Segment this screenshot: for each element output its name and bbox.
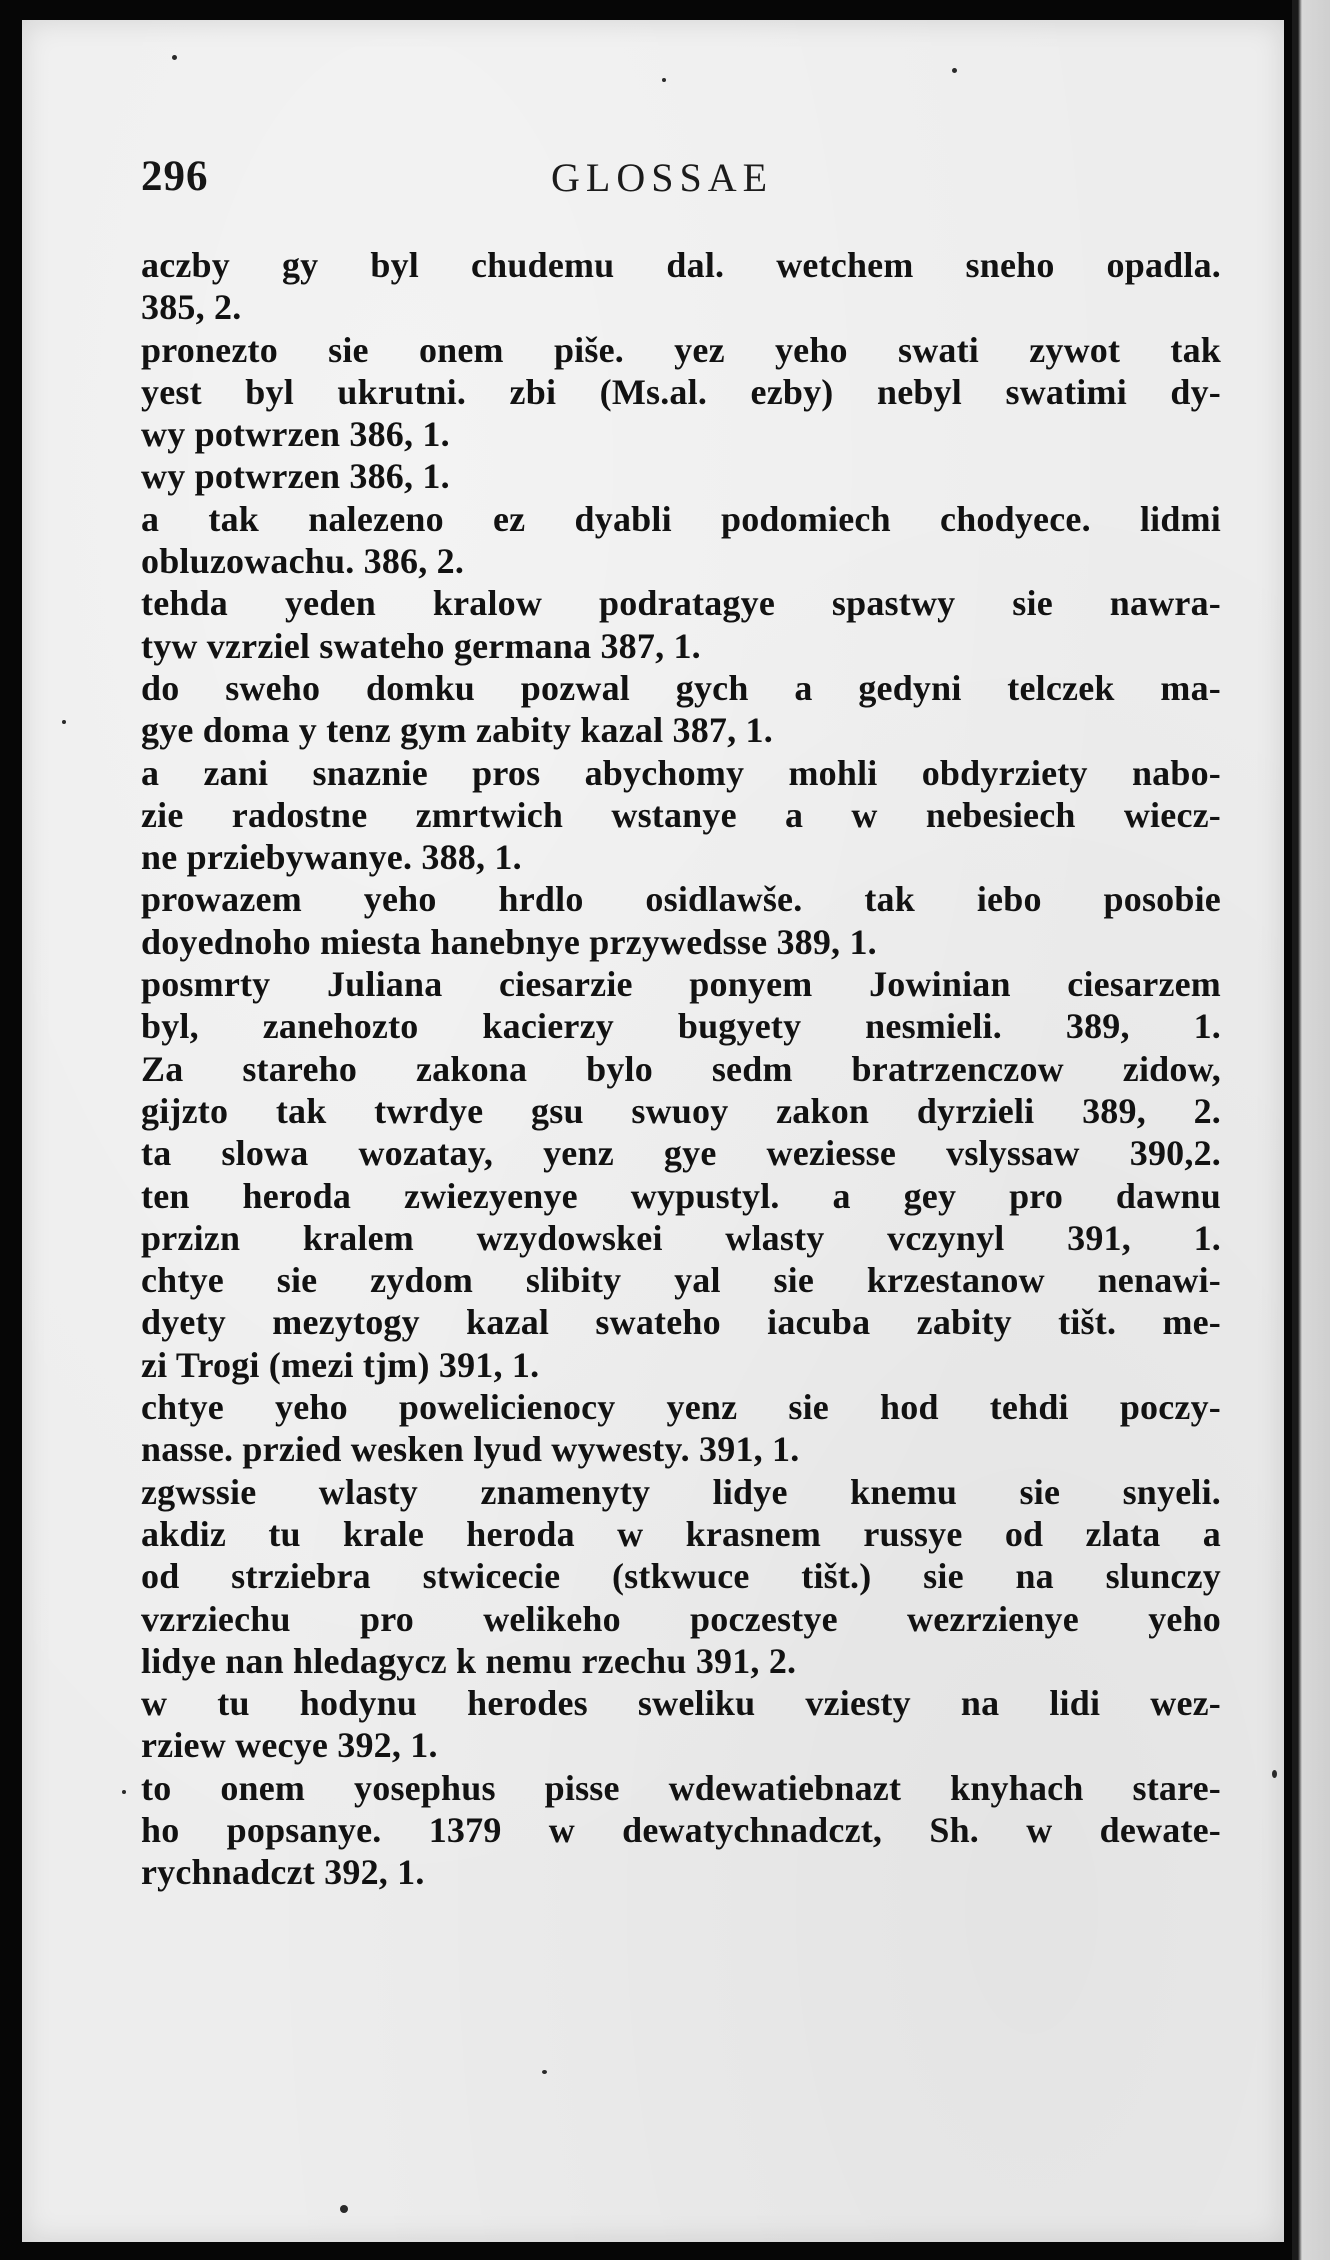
print-speck <box>952 68 957 73</box>
running-head: GLOSSAE <box>551 155 774 200</box>
text-line: rychnadczt 392, 1. <box>141 1852 425 1893</box>
adjacent-page-edge <box>1292 0 1330 2260</box>
text-line: dyety mezytogy kazal swateho iacuba zabity tišt. me- <box>141 1302 1221 1343</box>
text-line: tyw vzrziel swateho germana 387, 1. <box>141 625 701 666</box>
text-line: yest byl ukrutni. zbi (Ms.al. ezby) nebyl swatimi dy- <box>141 371 1221 412</box>
text-line: nasse. przied wesken lyud wywesty. 391, 1. <box>141 1429 800 1470</box>
text-line: chtye sie zydom slibity yal sie krzestanow nenawi- <box>141 1260 1221 1301</box>
text-line: od strziebra stwicecie (stkwuce tišt.) sie na slunczy <box>141 1556 1221 1597</box>
text-line: rziew wecye 392, 1. <box>141 1725 438 1766</box>
text-line: prowazem yeho hrdlo osidlawše. tak iebo posobie <box>141 879 1221 920</box>
print-speck <box>1272 1770 1277 1778</box>
text-line: byl, zanehozto kacierzy bugyety nesmieli. 389, 1. <box>141 1006 1221 1047</box>
text-line: to onem yosephus pisse wdewatiebnazt knyhach stare- <box>141 1767 1221 1808</box>
text-line: wy potwrzen 386, 1. <box>141 414 450 455</box>
print-speck <box>340 2205 348 2213</box>
text-line: ne prziebywanye. 388, 1. <box>141 837 522 878</box>
text-line: tehda yeden kralow podratagye spastwy sie nawra- <box>141 583 1221 624</box>
print-speck <box>62 720 66 724</box>
text-line: aczby gy byl chudemu dal. wetchem sneho opadla. <box>141 245 1221 285</box>
text-line: zi Trogi (mezi tjm) 391, 1. <box>141 1344 540 1385</box>
text-line: zgwssie wlasty znamenyty lidye knemu sie snyeli. <box>141 1471 1221 1512</box>
text-line: gye doma y tenz gym zabity kazal 387, 1. <box>141 710 773 751</box>
glossary-text <box>141 244 1221 1894</box>
text-line: chtye yeho powelicienocy yenz sie hod tehdi poczy- <box>141 1387 1221 1428</box>
print-speck <box>172 55 177 60</box>
print-speck <box>542 2070 547 2074</box>
text-line: akdiz tu krale heroda w krasnem russye od zlata a <box>141 1513 1221 1554</box>
text-line: wy potwrzen 386, 1. <box>141 456 450 497</box>
text-line: pronezto sie onem piše. yez yeho swati zywot tak <box>141 329 1221 370</box>
print-speck <box>662 78 666 82</box>
text-line: gijzto tak twrdye gsu swuoy zakon dyrzieli 389, 2. <box>141 1090 1221 1131</box>
page-number: 296 <box>141 153 209 200</box>
text-line: a tak nalezeno ez dyabli podomiech chodyece. lidmi <box>141 498 1221 539</box>
text-line: Za stareho zakona bylo sedm bratrzenczow zidow, <box>141 1048 1221 1089</box>
text-line: posmrty Juliana ciesarzie ponyem Jowinian ciesarzem <box>141 964 1221 1005</box>
text-line: zie radostne zmrtwich wstanye a w nebesiech wiecz- <box>141 794 1221 835</box>
text-line: ta slowa wozatay, yenz gye weziesse vslyssaw 390,2. <box>141 1133 1221 1174</box>
text-line: do sweho domku pozwal gych a gedyni telczek ma- <box>141 667 1221 708</box>
text-line: doyednoho miesta hanebnye przywedsse 389, 1. <box>141 921 877 962</box>
text-line: vzrziechu pro welikeho poczestye wezrzienye yeho <box>141 1598 1221 1639</box>
text-line: 385, 2. <box>141 287 242 328</box>
print-speck <box>122 1790 126 1794</box>
page-header <box>141 152 1241 212</box>
text-line: ho popsanye. 1379 w dewatychnadczt, Sh. w dewate- <box>141 1809 1221 1850</box>
text-line: w tu hodynu herodes sweliku vziesty na lidi wez- <box>141 1683 1221 1724</box>
text-line: lidye nan hledagycz k nemu rzechu 391, 2. <box>141 1640 797 1681</box>
text-line: ten heroda zwiezyenye wypustyl. a gey pro dawnu <box>141 1175 1221 1216</box>
text-line: przizn kralem wzydowskei wlasty vczynyl 391, 1. <box>141 1217 1221 1258</box>
text-line: obluzowachu. 386, 2. <box>141 541 465 582</box>
text-line: a zani snaznie pros abychomy mohli obdyrziety nabo- <box>141 752 1221 793</box>
